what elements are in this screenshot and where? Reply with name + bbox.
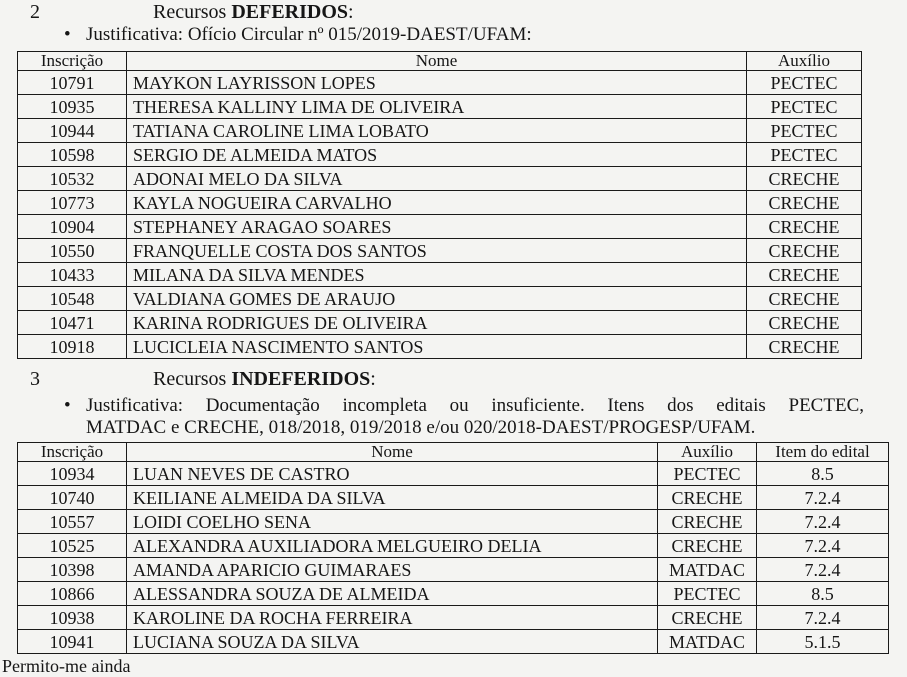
cell-nome: KAROLINE DA ROCHA FERREIRA [127,606,658,630]
section-2-number: 2 [30,1,40,23]
table-row [18,335,862,359]
cell-item-edital: 7.2.4 [757,486,889,510]
section-2-justification-text: Justificativa: Ofício Circular nº 015/2019-DAEST/UFAM: [86,24,532,45]
section-2-title: Recursos DEFERIDOS: [153,1,354,23]
cell-nome: SERGIO DE ALMEIDA MATOS [127,143,747,167]
cell-item-edital: 7.2.4 [757,534,889,558]
cell-inscricao: 10791 [18,71,127,95]
cell-nome: KEILIANE ALMEIDA DA SILVA [127,486,658,510]
cell-inscricao: 10740 [18,486,127,510]
section-3-justification-line-1: Justificativa: Documentação incompleta ou insuficiente. Itens dos editais PECTEC, [86,395,864,416]
cell-item-edital: 5.1.5 [757,630,889,654]
cell-nome: ADONAI MELO DA SILVA [127,167,747,191]
cell-nome: TATIANA CAROLINE LIMA LOBATO [127,119,747,143]
cell-auxilio: CRECHE [747,167,862,191]
cell-nome: THERESA KALLINY LIMA DE OLIVEIRA [127,95,747,119]
section-3-justification-line-2: MATDAC e CRECHE, 018/2018, 019/2018 e/ou 020/2018-DAEST/PROGESP/UFAM. [86,417,756,438]
cell-item-edital: 7.2.4 [757,606,889,630]
table-row [18,486,889,510]
cell-nome: MAYKON LAYRISSON LOPES [127,71,747,95]
table-row [18,630,889,654]
table-row [18,606,889,630]
cell-inscricao: 10866 [18,582,127,606]
cell-auxilio: CRECHE [658,510,757,534]
cell-auxilio: CRECHE [747,335,862,359]
cell-auxilio: MATDAC [658,630,757,654]
section-2-heading [30,1,630,23]
cell-auxilio: CRECHE [747,263,862,287]
table-row [18,191,862,215]
table-header-row [18,52,862,71]
cell-auxilio: CRECHE [658,606,757,630]
cell-inscricao: 10918 [18,335,127,359]
section-2-justification [64,24,824,46]
cell-nome: STEPHANEY ARAGAO SOARES [127,215,747,239]
table-header-row [18,443,889,462]
header-inscricao: Inscrição [18,52,127,71]
cell-inscricao: 10550 [18,239,127,263]
cell-inscricao: 10525 [18,534,127,558]
section-3-justification [64,395,864,439]
bullet-icon: • [64,24,71,45]
section-3-heading [30,368,630,390]
table-row [18,143,862,167]
cell-inscricao: 10944 [18,119,127,143]
cell-inscricao: 10773 [18,191,127,215]
cell-item-edital: 7.2.4 [757,558,889,582]
cell-nome: LUCIANA SOUZA DA SILVA [127,630,658,654]
cell-auxilio: PECTEC [658,462,757,486]
cell-nome: KARINA RODRIGUES DE OLIVEIRA [127,311,747,335]
cell-auxilio: PECTEC [747,95,862,119]
section-2-title-bold: DEFERIDOS [231,1,349,23]
cell-inscricao: 10557 [18,510,127,534]
cell-auxilio: CRECHE [747,215,862,239]
cell-nome: MILANA DA SILVA MENDES [127,263,747,287]
cell-inscricao: 10934 [18,462,127,486]
cell-inscricao: 10532 [18,167,127,191]
deferidos-table [17,51,862,359]
cell-auxilio: CRECHE [747,239,862,263]
cell-auxilio: CRECHE [658,486,757,510]
cell-auxilio: CRECHE [747,287,862,311]
cell-inscricao: 10598 [18,143,127,167]
cell-auxilio: PECTEC [747,71,862,95]
table-row [18,95,862,119]
cell-item-edital: 8.5 [757,582,889,606]
table-row [18,167,862,191]
cell-inscricao: 10935 [18,95,127,119]
cell-nome: VALDIANA GOMES DE ARAUJO [127,287,747,311]
bullet-icon: • [64,395,71,416]
cell-inscricao: 10941 [18,630,127,654]
cell-inscricao: 10433 [18,263,127,287]
table-row [18,558,889,582]
cell-auxilio: CRECHE [658,534,757,558]
cell-inscricao: 10398 [18,558,127,582]
header-auxilio: Auxílio [747,52,862,71]
table-row [18,311,862,335]
cell-auxilio: CRECHE [747,311,862,335]
cell-inscricao: 10938 [18,606,127,630]
header-auxilio: Auxílio [658,443,757,462]
table-row [18,582,889,606]
section-3-title: Recursos INDEFERIDOS: [153,368,376,390]
header-nome: Nome [127,443,658,462]
cell-nome: LUCICLEIA NASCIMENTO SANTOS [127,335,747,359]
cell-nome: KAYLA NOGUEIRA CARVALHO [127,191,747,215]
indeferidos-table [17,442,889,654]
footer-text: Permito-me ainda [2,656,131,676]
cell-inscricao: 10471 [18,311,127,335]
cell-auxilio: CRECHE [747,191,862,215]
cell-inscricao: 10904 [18,215,127,239]
table-row [18,215,862,239]
header-item-edital: Item do edital [757,443,889,462]
section-3-number: 3 [30,368,40,390]
table-row [18,534,889,558]
table-row [18,510,889,534]
cell-auxilio: PECTEC [658,582,757,606]
table-row [18,119,862,143]
table-row [18,287,862,311]
cell-auxilio: PECTEC [747,143,862,167]
cell-nome: ALEXANDRA AUXILIADORA MELGUEIRO DELIA [127,534,658,558]
cell-nome: LUAN NEVES DE CASTRO [127,462,658,486]
cell-nome: LOIDI COELHO SENA [127,510,658,534]
table-row [18,239,862,263]
cell-nome: FRANQUELLE COSTA DOS SANTOS [127,239,747,263]
cell-auxilio: PECTEC [747,119,862,143]
header-inscricao: Inscrição [18,443,127,462]
cell-item-edital: 7.2.4 [757,510,889,534]
table-row [18,462,889,486]
cell-nome: ALESSANDRA SOUZA DE ALMEIDA [127,582,658,606]
header-nome: Nome [127,52,747,71]
table-row [18,263,862,287]
cell-item-edital: 8.5 [757,462,889,486]
cell-auxilio: MATDAC [658,558,757,582]
cell-inscricao: 10548 [18,287,127,311]
table-row [18,71,862,95]
section-3-title-bold: INDEFERIDOS [231,368,371,390]
cell-nome: AMANDA APARICIO GUIMARAES [127,558,658,582]
